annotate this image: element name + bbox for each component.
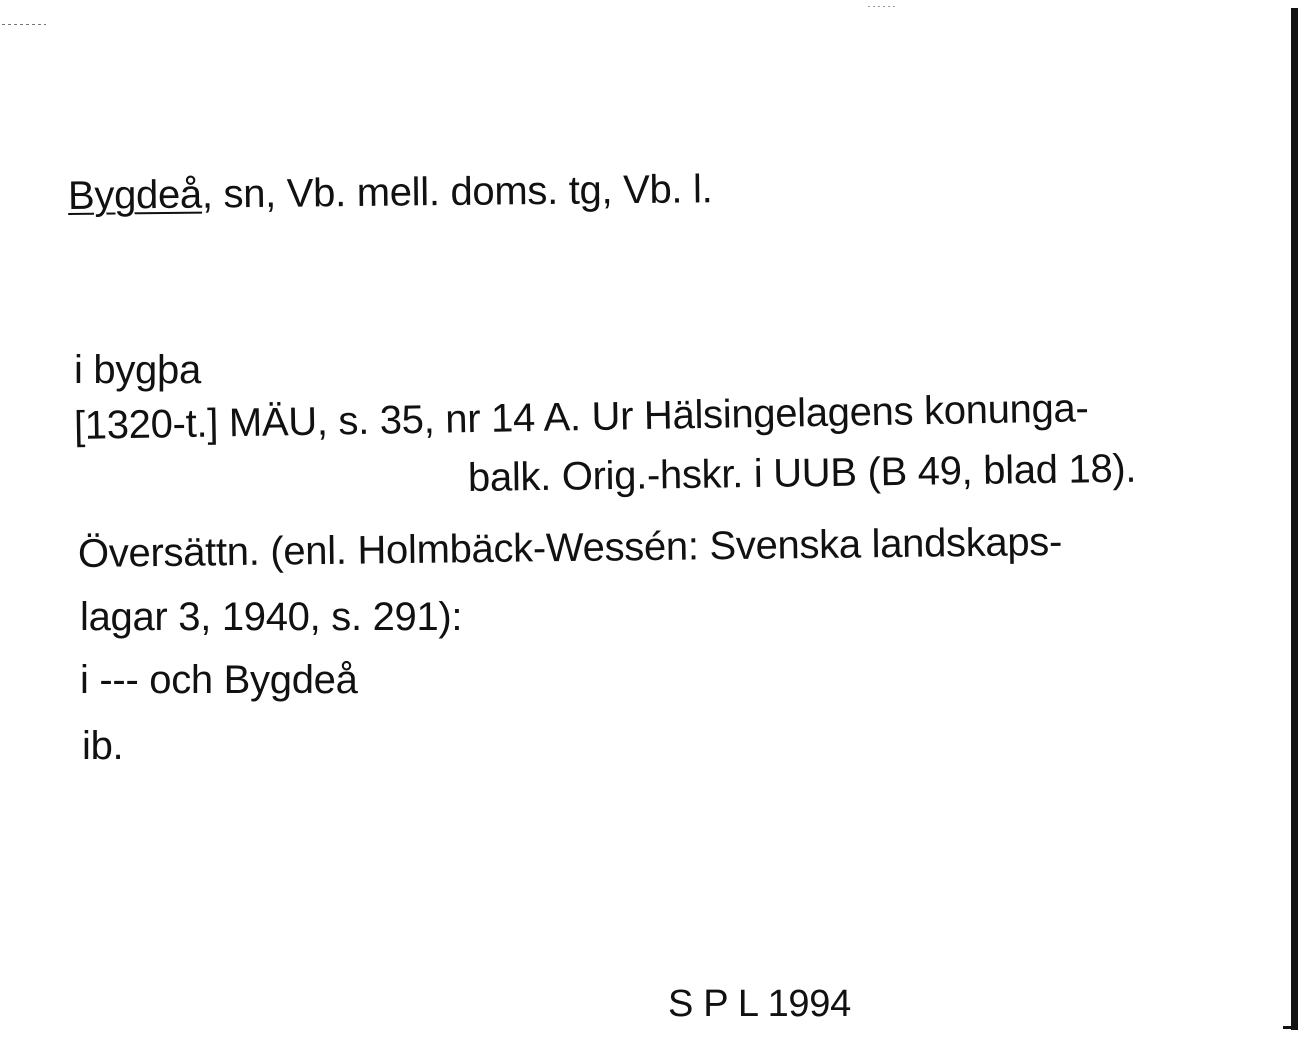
- headword: Bygdeå: [67, 172, 203, 218]
- source-line-2: balk. Orig.-hskr. i UUB (B 49, blad 18).: [467, 446, 1137, 500]
- translation-line-2: lagar 3, 1940, s. 291):: [80, 595, 463, 639]
- translation-line-1: Översättn. (enl. Holmbäck-Wessén: Svenska landskaps-: [77, 519, 1063, 576]
- card-edge-foot: [1283, 1026, 1297, 1029]
- source-line-1: [1320-t.] MÄU, s. 35, nr 14 A. Ur Hälsingelagens konunga-: [73, 386, 1089, 448]
- attested-form: i bygþa: [74, 348, 201, 392]
- scan-speck: [2, 24, 46, 25]
- translation-form: i --- och Bygdeå: [80, 658, 358, 702]
- heading-details: , sn, Vb. mell. doms. tg, Vb. l.: [201, 167, 713, 217]
- ibidem: ib.: [82, 724, 124, 768]
- scan-speck: [868, 6, 896, 7]
- card-heading: [68, 165, 713, 220]
- signature: S P L 1994: [668, 983, 851, 1025]
- card-right-edge: [1291, 8, 1298, 1030]
